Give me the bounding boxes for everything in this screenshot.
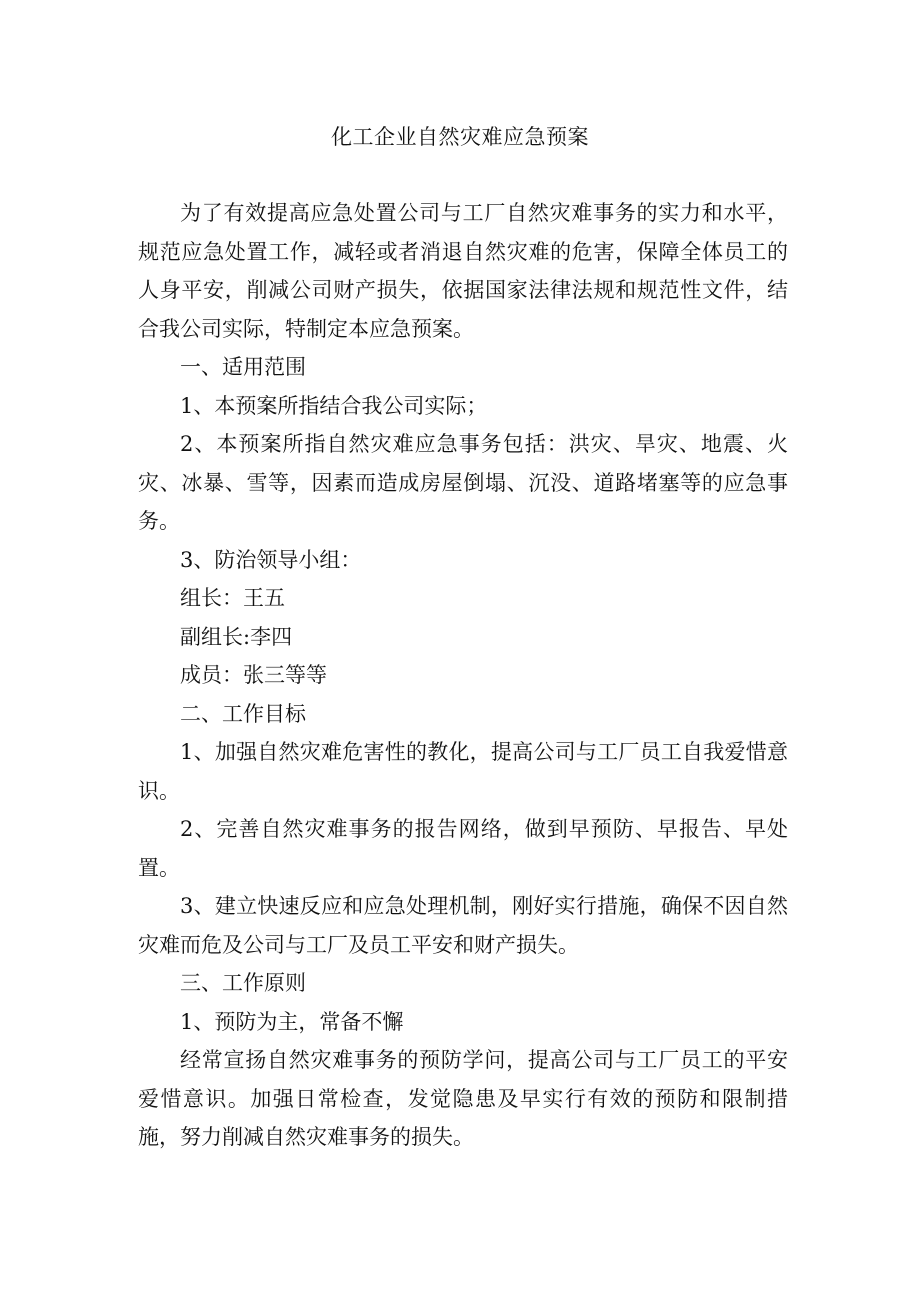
principle-item-1: 1、预防为主，常备不懈 — [180, 1009, 404, 1034]
scope-item-3: 3、防治领导小组： — [180, 547, 362, 572]
heading-principles: 三、工作原则 — [180, 971, 306, 995]
document-title: 化工企业自然灾难应急预案 — [331, 125, 589, 149]
goal-item-2: 2、完善自然灾难事务的报告网络，做到早预防、早报告、早处置。 — [138, 817, 788, 880]
scope-item-2: 2、本预案所指自然灾难应急事务包括：洪灾、旱灾、地震、火灾、冰暴、雪等，因素而造成房屋倒塌、沉没、道路堵塞等的应急事务。 — [138, 432, 788, 533]
members-line: 成员：张三等等 — [180, 663, 327, 687]
document-body — [138, 194, 788, 1157]
goal-item-3: 3、建立快速反应和应急处理机制，刚好实行措施，确保不因自然灾难而危及公司与工厂及员工平安和财产损失。 — [138, 894, 788, 957]
deputy-leader-line: 副组长:李四 — [180, 624, 293, 649]
scope-item-1: 1、本预案所指结合我公司实际； — [180, 393, 488, 418]
leader-line: 组长：王五 — [180, 586, 285, 610]
principle-item-1-detail: 经常宣扬自然灾难事务的预防学问，提高公司与工厂员工的平安爱惜意识。加强日常检查，发觉隐患及早实行有效的预防和限制措施，努力削减自然灾难事务的损失。 — [138, 1048, 788, 1149]
heading-scope: 一、适用范围 — [180, 355, 306, 379]
heading-goals: 二、工作目标 — [180, 701, 306, 726]
goal-item-1: 1、加强自然灾难危害性的教化，提高公司与工厂员工自我爱惜意识。 — [138, 740, 788, 803]
paragraph-intro: 为了有效提高应急处置公司与工厂自然灾难事务的实力和水平，规范应急处置工作，减轻或者消退自然灾难的危害，保障全体员工的人身平安，削减公司财产损失，依据国家法律法规和规范性文件，结合我公司实际，特制定本应急预案。 — [138, 201, 788, 341]
